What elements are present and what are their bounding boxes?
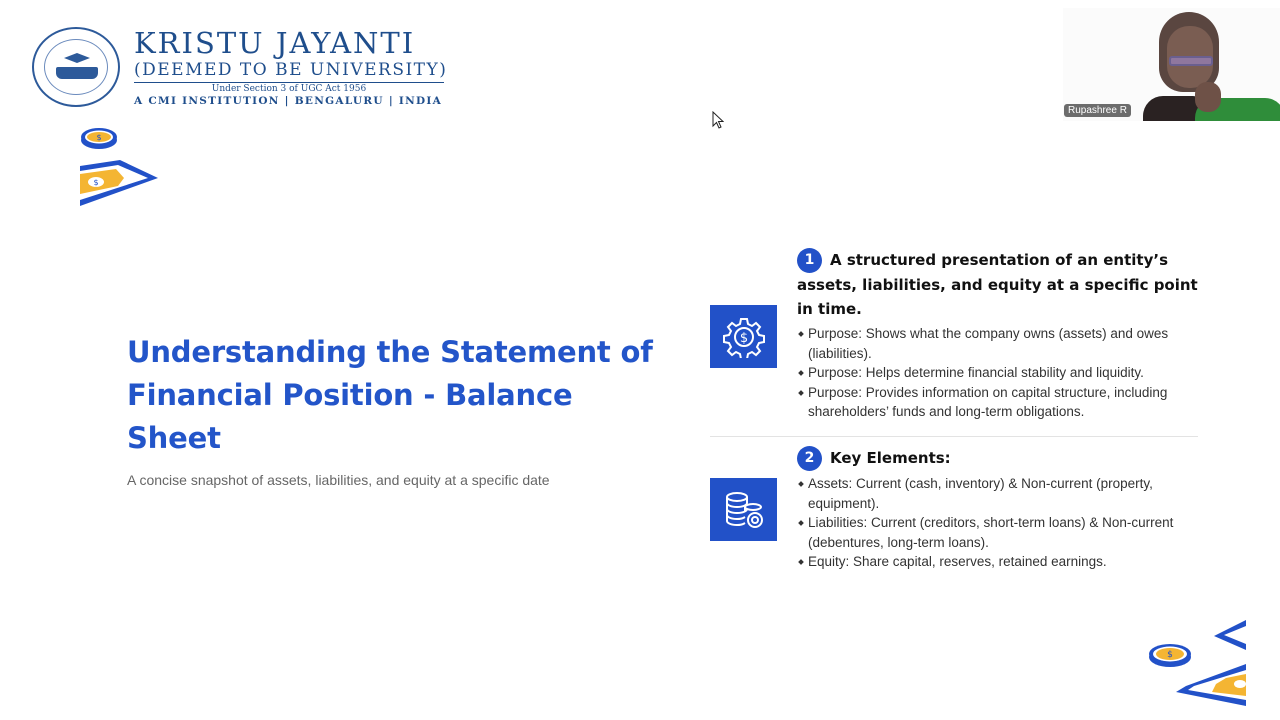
page-title: Understanding the Statement of Financial Position - Balance Sheet xyxy=(127,335,653,455)
banknote-icon xyxy=(80,158,160,210)
banknote-icon xyxy=(1176,664,1246,706)
logo-institution: A CMI INSTITUTION | BENGALURU | INDIA xyxy=(134,94,443,107)
university-seal-icon xyxy=(32,27,120,107)
section-heading: 1 A structured presentation of an entity’s assets, liabilities, and equity at a specific point in time. xyxy=(797,248,1200,321)
number-badge: 2 xyxy=(797,446,822,471)
banknote-icon xyxy=(1214,620,1246,650)
list-item: Liabilities: Current (creditors, short-term loans) & Non-current (debentures, long-term loans). xyxy=(797,513,1200,552)
section-heading: 2 Key Elements: xyxy=(797,446,1200,471)
logo-title: KRISTU JAYANTI xyxy=(134,25,416,60)
svg-text:$: $ xyxy=(739,330,748,346)
list-item: Purpose: Shows what the company owns (assets) and owes (liabilities). xyxy=(797,324,1200,363)
page-subtitle: A concise snapshot of assets, liabilities, and equity at a specific date xyxy=(127,472,550,488)
mouse-cursor-icon xyxy=(712,111,724,129)
participant-video[interactable] xyxy=(1063,8,1280,121)
section-key-elements xyxy=(710,446,1200,572)
participant-name: Rupashree R xyxy=(1064,104,1131,117)
svg-text:$: $ xyxy=(96,133,102,142)
list-item: Assets: Current (cash, inventory) & Non-current (property, equipment). xyxy=(797,474,1200,513)
bullet-list xyxy=(797,474,1200,572)
svg-text:$: $ xyxy=(93,178,99,187)
university-logo xyxy=(32,26,452,108)
hero xyxy=(127,331,667,488)
coins-stack-icon xyxy=(710,478,777,541)
list-item: Purpose: Helps determine financial stability and liquidity. xyxy=(797,363,1200,383)
number-badge: 1 xyxy=(797,248,822,273)
section-definition xyxy=(710,248,1200,422)
logo-subtitle: (DEEMED TO BE UNIVERSITY) xyxy=(134,59,448,80)
svg-text:$: $ xyxy=(1167,650,1173,660)
list-item: Purpose: Provides information on capital structure, including shareholders’ funds and long-term obligations. xyxy=(797,383,1200,422)
coin-icon xyxy=(80,126,120,150)
list-item: Equity: Share capital, reserves, retained earnings. xyxy=(797,552,1200,572)
gear-dollar-icon xyxy=(710,305,777,368)
logo-act: Under Section 3 of UGC Act 1956 xyxy=(134,82,444,94)
section-divider xyxy=(710,436,1198,437)
bullet-list xyxy=(797,324,1200,422)
